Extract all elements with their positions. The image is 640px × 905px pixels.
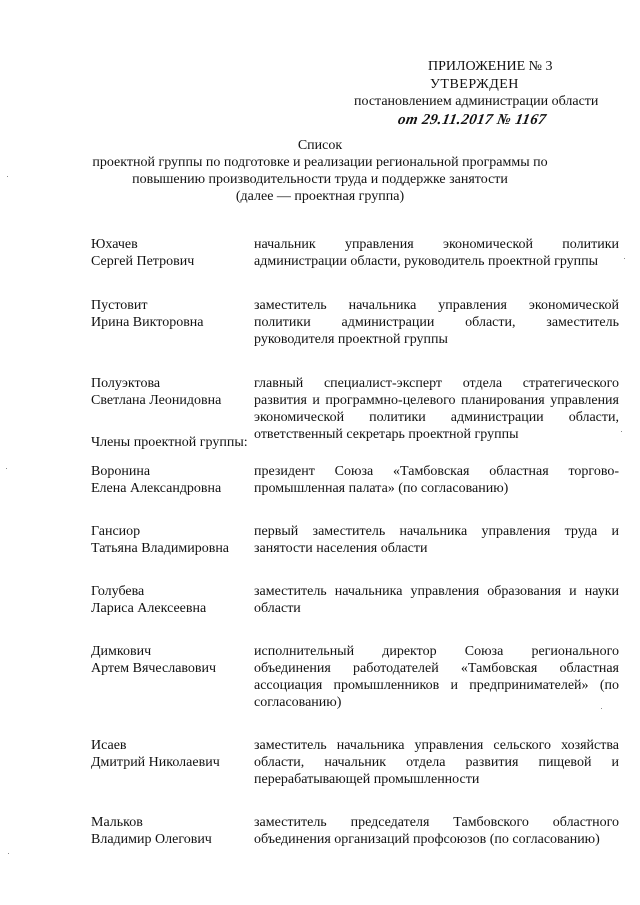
decree-number-handwritten: от 29.11.2017 № 1167 bbox=[396, 112, 548, 128]
person-name bbox=[91, 297, 251, 331]
list-item bbox=[91, 737, 619, 788]
surname: Димкович bbox=[91, 644, 152, 659]
scan-speck bbox=[621, 431, 622, 432]
list-item bbox=[91, 297, 619, 348]
person-name bbox=[91, 236, 251, 270]
list-item bbox=[91, 523, 619, 557]
title-line-1: Список bbox=[297, 138, 343, 153]
title-line-2: проектной группы по подготовке и реализации региональной программы по bbox=[92, 155, 548, 170]
list-item bbox=[91, 814, 619, 848]
person-name bbox=[91, 814, 251, 848]
decree-text: постановлением администрации области bbox=[354, 94, 599, 109]
surname: Мальков bbox=[91, 815, 143, 830]
person-name bbox=[91, 737, 251, 771]
scan-speck bbox=[624, 258, 625, 259]
person-role: заместитель председателя Тамбовского областного объединения организаций профсоюзов (по согласованию) bbox=[254, 815, 619, 847]
scan-speck bbox=[7, 176, 8, 177]
scan-speck bbox=[8, 853, 9, 854]
given-name: Татьяна Владимировна bbox=[91, 541, 230, 556]
person-name bbox=[91, 463, 251, 497]
given-name: Дмитрий Николаевич bbox=[91, 755, 220, 770]
surname: Юхачев bbox=[91, 237, 138, 252]
list-item bbox=[91, 643, 619, 711]
given-name: Артем Вячеславович bbox=[91, 661, 217, 676]
title-line-4: (далее — проектная группа) bbox=[235, 189, 405, 204]
leaders-list bbox=[91, 236, 619, 443]
person-name bbox=[91, 643, 251, 677]
surname: Гансиор bbox=[91, 524, 141, 539]
surname: Голубева bbox=[91, 584, 145, 599]
person-name bbox=[91, 375, 251, 409]
list-item bbox=[91, 463, 619, 497]
person-role: заместитель начальника управления сельского хозяйства области, начальник отдела развития пищевой и перерабатывающей промышленности bbox=[254, 738, 619, 787]
document-title bbox=[70, 137, 570, 205]
given-name: Светлана Леонидовна bbox=[91, 393, 222, 408]
person-name bbox=[91, 523, 251, 557]
given-name: Елена Александровна bbox=[91, 481, 222, 496]
given-name: Лариса Алексеевна bbox=[91, 601, 207, 616]
surname: Полуэктова bbox=[91, 376, 161, 391]
list-item bbox=[91, 236, 619, 270]
given-name: Ирина Викторовна bbox=[91, 315, 204, 330]
given-name: Владимир Олегович bbox=[91, 832, 212, 847]
surname: Исаев bbox=[91, 738, 127, 753]
appendix-label: ПРИЛОЖЕНИЕ № 3 bbox=[428, 59, 553, 74]
person-role: главный специалист-эксперт отдела стратегического развития и программно-целевого планирования управления экономической политики администрации области, ответственный секретарь проектной группы bbox=[254, 376, 619, 442]
approved-label: УТВЕРЖДЕН bbox=[430, 77, 519, 92]
person-role: начальник управления экономической политики администрации области, руководитель проектной группы bbox=[254, 237, 619, 269]
person-role: исполнительный директор Союза регионального объединения работодателей «Тамбовская областная ассоциация промышленников и предпринимателей» (по согласованию) bbox=[254, 644, 619, 710]
scan-speck bbox=[6, 468, 7, 469]
members-list bbox=[91, 463, 619, 848]
person-role: заместитель начальника управления экономической политики администрации области, заместитель руководителя проектной группы bbox=[254, 298, 619, 347]
list-item bbox=[91, 583, 619, 617]
given-name: Сергей Петрович bbox=[91, 254, 195, 269]
person-role: президент Союза «Тамбовская областная торгово-промышленная палата» (по согласованию) bbox=[254, 464, 619, 496]
list-item bbox=[91, 375, 619, 443]
person-role: первый заместитель начальника управления труда и занятости населения области bbox=[254, 524, 619, 556]
title-line-3: повышению производительности труда и поддержке занятости bbox=[132, 172, 508, 187]
person-role: заместитель начальника управления образования и науки области bbox=[254, 584, 619, 616]
members-section-label: Члены проектной группы: bbox=[91, 435, 248, 450]
surname: Пустовит bbox=[91, 298, 148, 313]
scan-speck bbox=[601, 708, 602, 709]
person-name bbox=[91, 583, 251, 617]
surname: Воронина bbox=[91, 464, 151, 479]
